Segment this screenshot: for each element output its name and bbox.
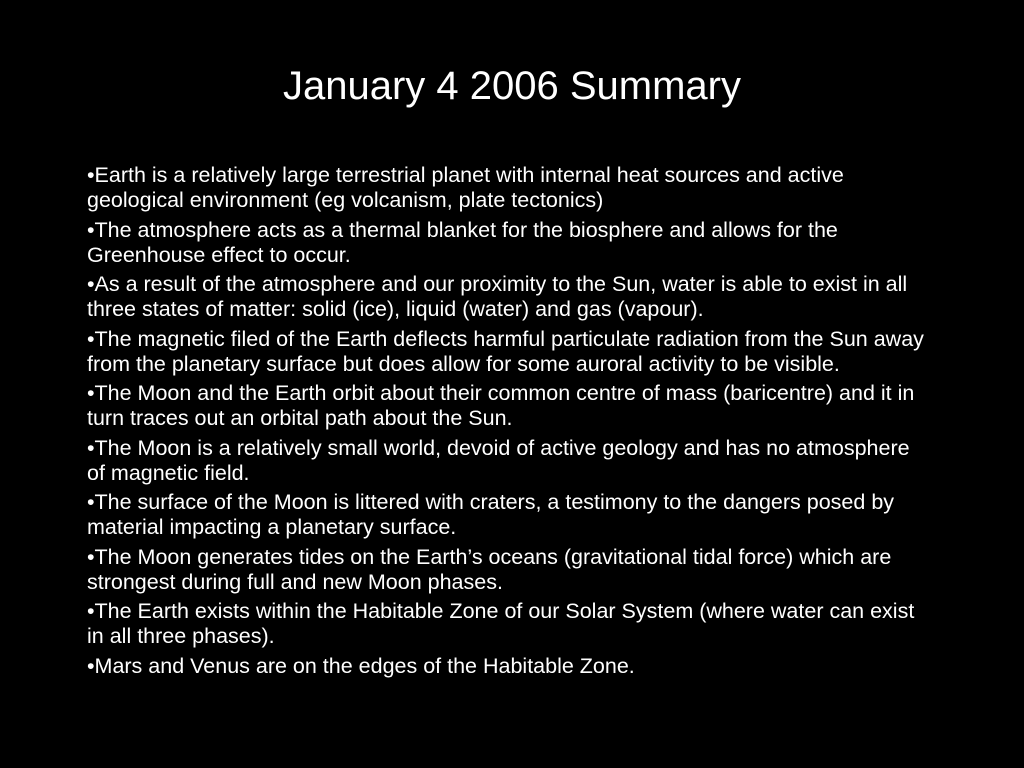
bullet-list [87,163,927,683]
bullet-item [87,163,927,213]
bullet-item [87,218,927,268]
bullet-item [87,654,927,679]
bullet-mark: • [87,435,95,460]
bullet-mark: • [87,653,95,678]
bullet-item [87,545,927,595]
bullet-mark: • [87,326,95,351]
bullet-mark: • [87,272,95,296]
bullet-item [87,490,927,540]
bullet-text: The Moon and the Earth orbit about their common centre of mass (baricentre) and it in turn traces out an orbital path about the Sun. [87,381,915,430]
bullet-text: The magnetic filed of the Earth deflects harmful particulate radiation from the Sun away from the planetary surface but does allow for some auroral activity to be visible. [87,326,924,376]
bullet-item [87,272,927,322]
bullet-mark: • [87,217,95,242]
bullet-text: The Moon generates tides on the Earth’s oceans (gravitational tidal force) which are strongest during full and new Moon phases. [87,544,892,594]
bullet-mark: • [87,599,95,623]
bullet-item [87,327,927,377]
bullet-text: The surface of the Moon is littered with craters, a testimony to the dangers posed by material impacting a planetary surface. [87,490,895,539]
bullet-text: Mars and Venus are on the edges of the Habitable Zone. [94,653,635,678]
bullet-mark: • [87,490,95,514]
bullet-item [87,381,927,431]
bullet-item [87,436,927,486]
bullet-text: The Earth exists within the Habitable Zone of our Solar System (where water can exist in all three phases). [87,599,915,648]
slide-title: January 4 2006 Summary [282,64,741,108]
bullet-mark: • [87,544,95,569]
bullet-item [87,599,927,649]
bullet-text: As a result of the atmosphere and our proximity to the Sun, water is able to exist in all three states of matter: solid (ice), liquid (water) and gas (vapour). [87,272,908,321]
bullet-text: The Moon is a relatively small world, devoid of active geology and has no atmosphere of magnetic field. [87,435,910,485]
bullet-mark: • [87,381,95,405]
bullet-mark: • [87,163,95,187]
bullet-text: The atmosphere acts as a thermal blanket for the biosphere and allows for the Greenhouse effect to occur. [87,217,838,267]
bullet-text: Earth is a relatively large terrestrial planet with internal heat sources and active geological environment (eg volcanism, plate tectonics) [87,163,844,212]
